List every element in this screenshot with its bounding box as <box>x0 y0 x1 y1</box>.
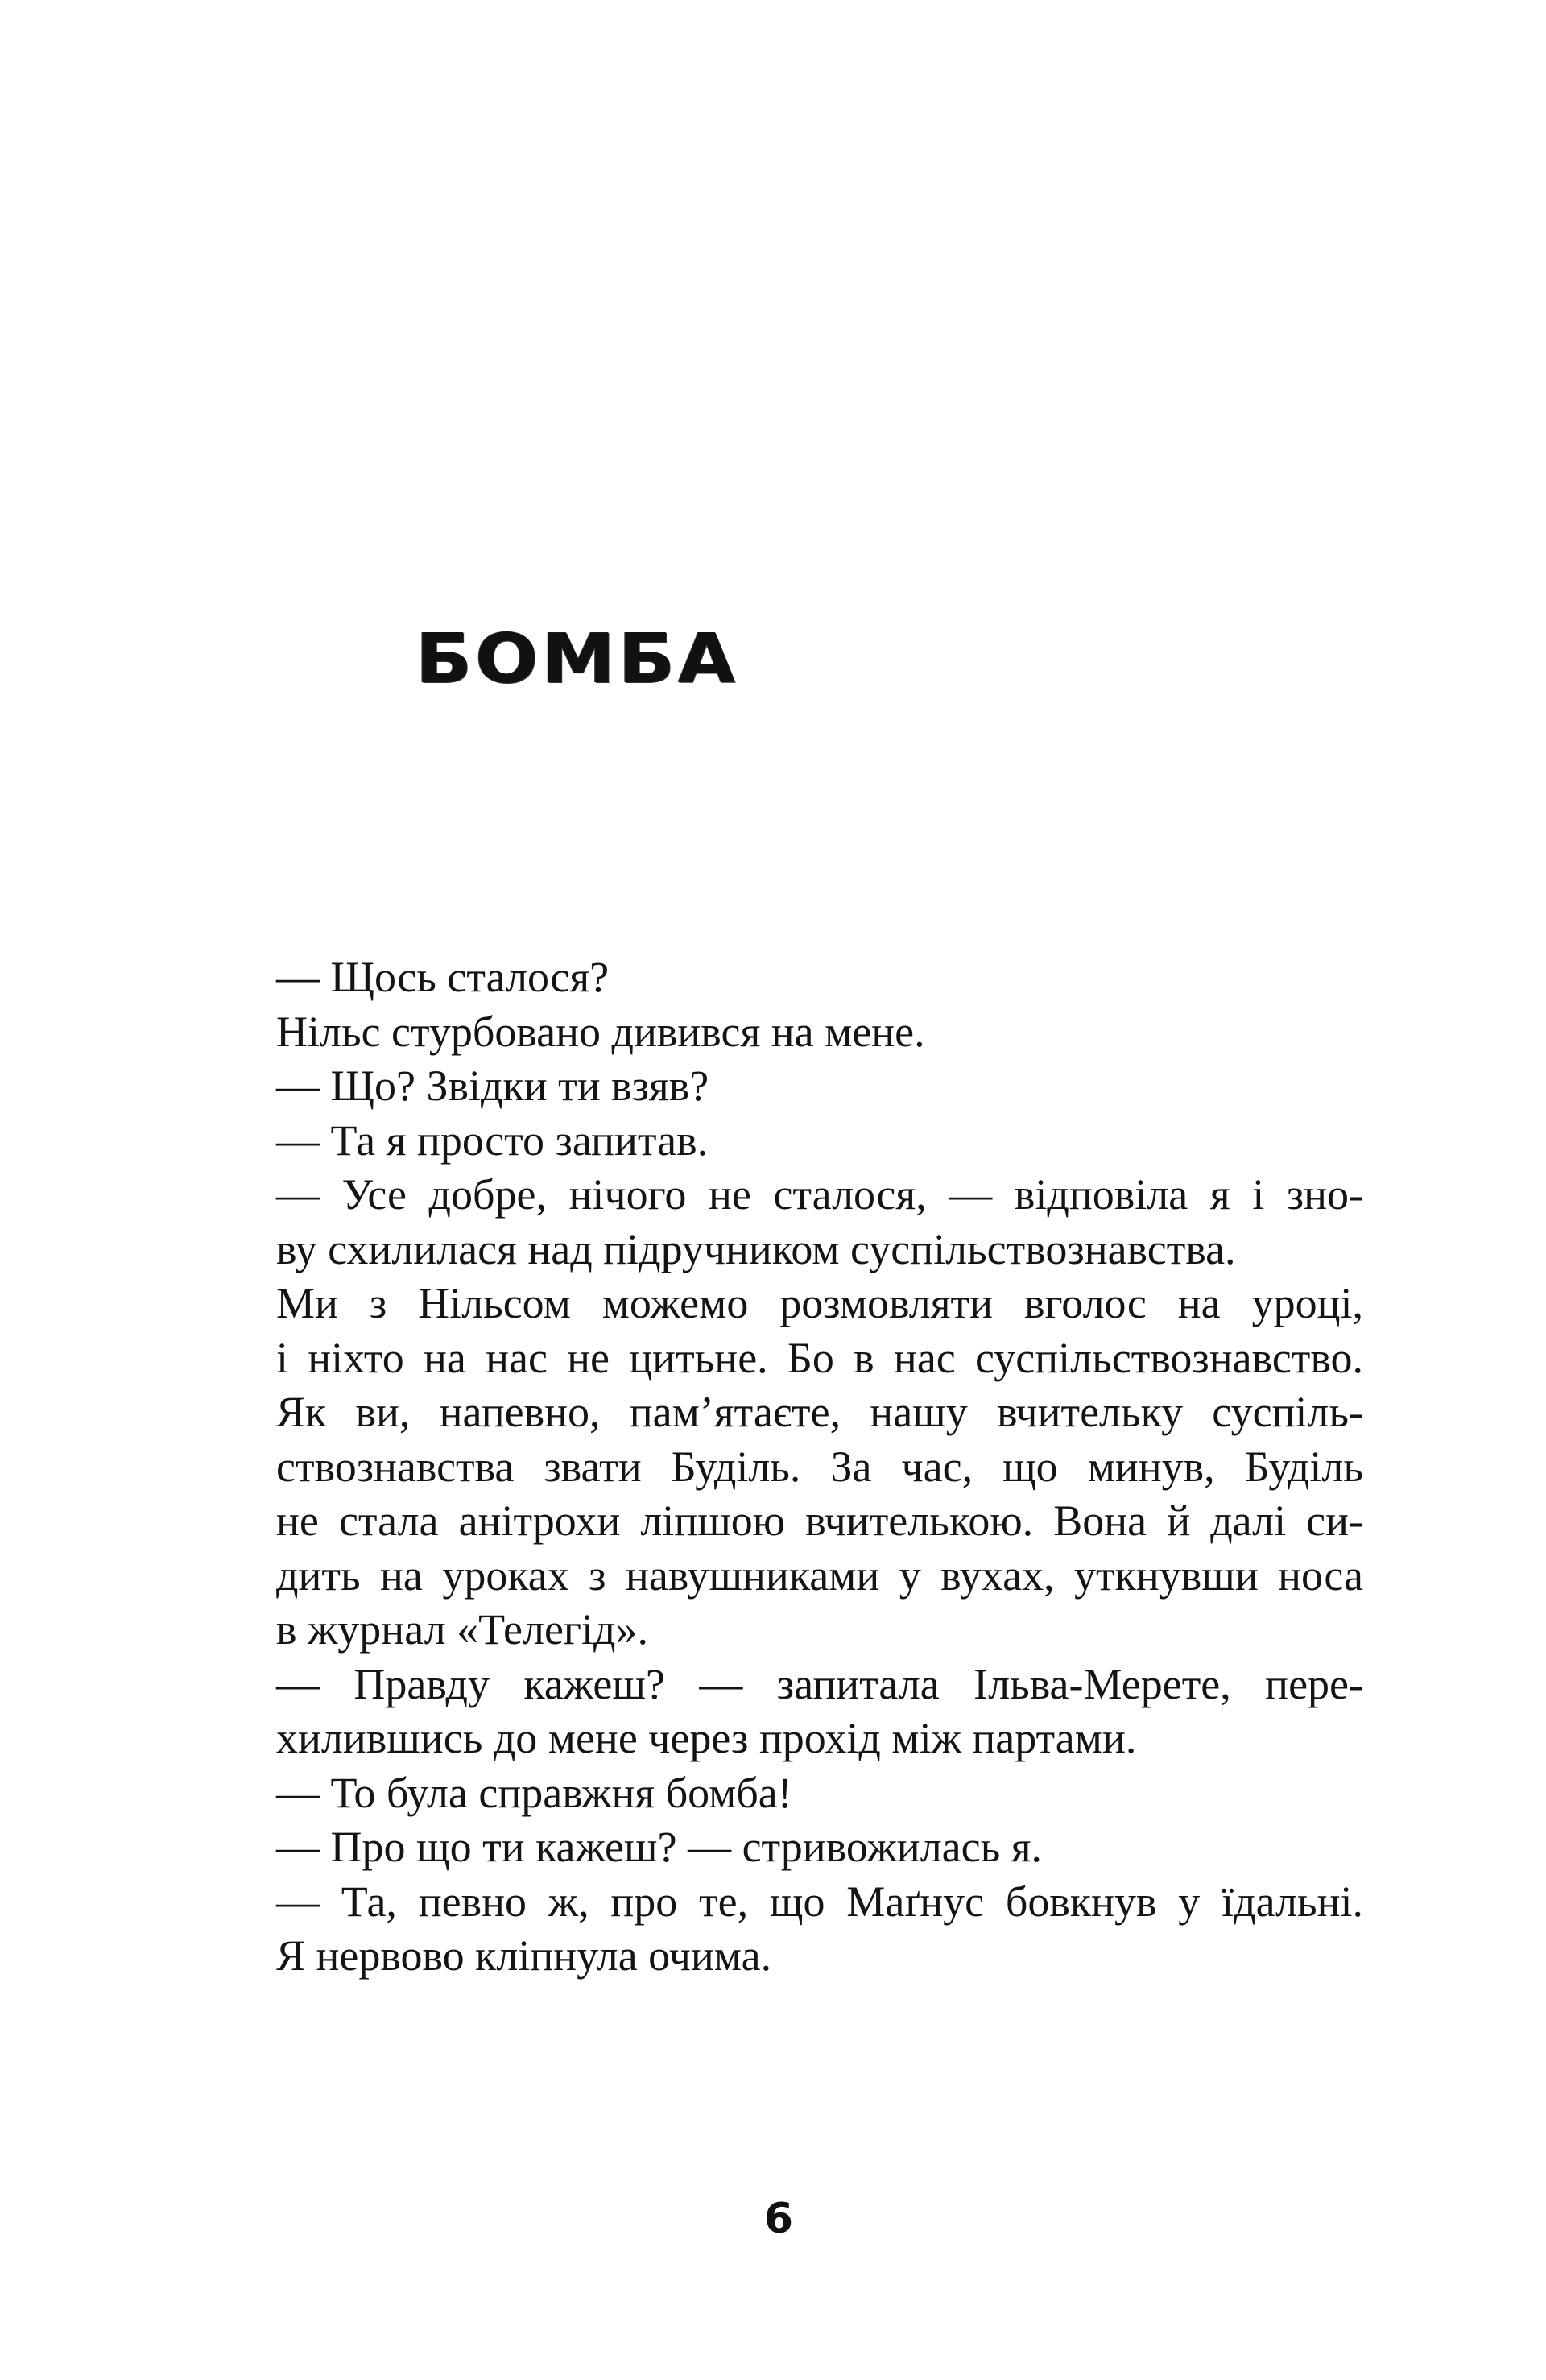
chapter-title: БОМБА <box>415 619 739 699</box>
text-line: — Та, певно ж, про те, що Маґнус бовкнув у їдальні. <box>276 1877 1363 1926</box>
text-line: — То була справжня бомба! <box>276 1768 792 1817</box>
text-line: хилившись до мене через прохід між партами. <box>276 1714 1137 1762</box>
text-line: Ми з Нільсом можемо розмовляти вголос на уроці, <box>276 1279 1363 1327</box>
text-line: — Що? Звідки ти взяв? <box>276 1062 709 1110</box>
text-line: дить на уроках з навушниками у вухах, уткнувши носа <box>276 1550 1363 1600</box>
text-line: — Про що ти кажеш? — стривожилась я. <box>276 1823 1043 1871</box>
page-number: 6 <box>763 2195 794 2243</box>
text-line: Я нервово кліпнула очима. <box>276 1931 772 1980</box>
text-line: Нільс стурбовано дивився на мене. <box>276 1007 925 1056</box>
text-line: ствознавства звати Буділь. За час, що минув, Буділь <box>276 1442 1363 1491</box>
text-line: і ніхто на нас не цитьне. Бо в нас суспільствознавство. <box>276 1333 1363 1382</box>
text-line: — Правду кажеш? — запитала Ільва-Мерете, пере- <box>276 1659 1363 1708</box>
text-line: — Щось сталося? <box>276 953 610 1001</box>
body-text <box>276 950 1363 1984</box>
text-line: Як ви, напевно, пам’ятаєте, нашу вчительку суспіль- <box>276 1388 1363 1436</box>
text-line: ву схилилася над підручником суспільствознавства. <box>276 1224 1236 1273</box>
text-line: — Та я просто запитав. <box>276 1115 709 1165</box>
text-line: в журнал «Телегід». <box>276 1605 649 1654</box>
text-line: — Усе добре, нічого не сталося, — відповіла я і зно- <box>276 1170 1363 1219</box>
text-line: не стала анітрохи ліпшою вчителькою. Вона й далі си- <box>276 1496 1363 1545</box>
